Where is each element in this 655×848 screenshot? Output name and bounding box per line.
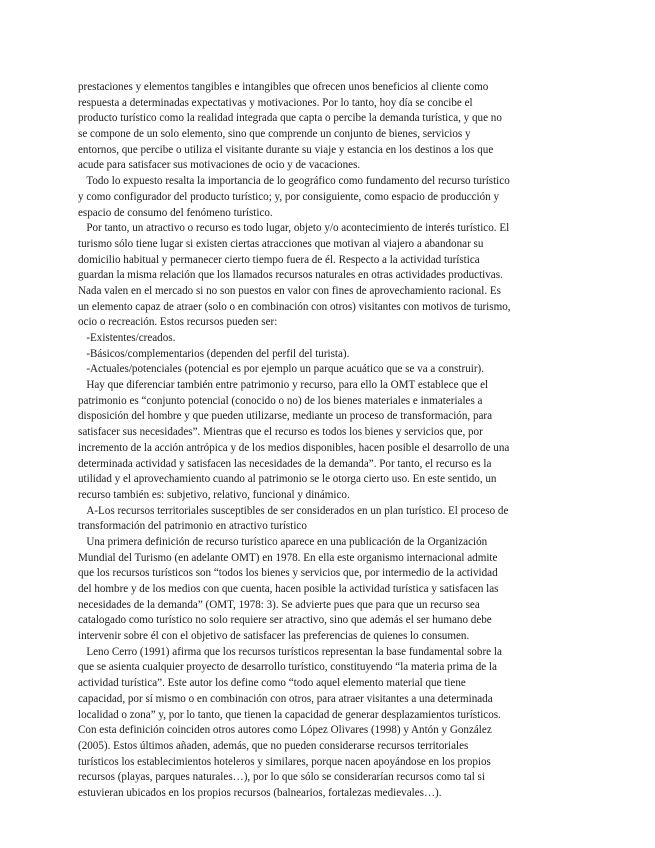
text-line: Una primera definición de recurso turístico aparece en una publicación de la Organización [78,535,488,548]
text-line: del hombre y de los medios con que cuenta, hacen posible la actividad turística y satisfacen las [78,583,499,595]
text-line: se compone de un solo elemento, sino que comprende un conjunto de bienes, servicios y [78,128,471,141]
text-line: intervenir sobre él con el objetivo de satisfacer las preferencias de quienes lo consumen. [78,630,470,643]
text-line: guardan la misma relación que los llamados recursos naturales en otras actividades productivas. [78,269,503,282]
text-line: -Existentes/creados. [78,332,176,344]
text-line: que se asienta cualquier proyecto de desarrollo turístico, constituyendo “la materia prima de la [78,661,497,674]
text-line: recursos (playas, parques naturales…), por lo que sólo se considerarían recursos como tal si [78,771,485,784]
text-line: actividad turística”. Este autor los define como “todo aquel elemento material que tiene [78,677,466,690]
text-line: catalogado como turístico no solo requiere ser atractivo, sino que además el ser humano debe [78,614,492,627]
text-line: necesidades de la demanda” (OMT, 1978: 3). Se advierte pues que para que un recurso sea [78,598,480,611]
text-line: localidad o zona” y, por lo tanto, que tienen la capacidad de generar desplazamientos turísticos. [78,708,501,721]
text-line: Hay que diferenciar también entre patrimonio y recurso, para ello la OMT establece que el [78,379,489,392]
text-line: satisfacer sus necesidades”. Mientras que el recurso es todos los bienes y servicios que, por [78,426,483,439]
text-line: recurso también es: subjetivo, relativo, funcional y dinámico. [78,488,350,501]
text-line: disposición del hombre y que pueden utilizarse, mediante un proceso de transformación, para [78,410,493,423]
text-line: incremento de la acción antrópica y de los medios disponibles, hacen posible el desarrollo de una [78,441,510,454]
text-line: acude para satisfacer sus motivaciones de ocio y de vacaciones. [78,159,361,172]
text-line: turísticos los establecimientos hoteleros y similares, porque nacen apoyándose en los propios [78,755,491,768]
text-line: -Básicos/complementarios (dependen del perfil del turista). [78,347,350,360]
text-line: respuesta a determinadas expectativas y motivaciones. Por lo tanto, hoy día se concibe el [78,96,473,109]
text-line: ocio o recreación. Estos recursos pueden ser: [78,316,278,329]
text-line: producto turístico como la realidad integrada que capta o percibe la demanda turística, y que no [78,112,502,125]
body-text [78,80,583,802]
text-line: un elemento capaz de atraer (solo o en combinación con otros) visitantes con motivos de turismo, [78,300,511,313]
text-line: utilidad y el aprovechamiento cuando al patrimonio se le otorga cierto uso. En este sentido, un [78,473,497,486]
text-line: A-Los recursos territoriales susceptibles de ser considerados en un plan turístico. El proceso de [78,504,509,517]
text-line: Todo lo expuesto resalta la importancia de lo geográfico como fundamento del recurso turístico [78,175,510,188]
text-line: y como configurador del producto turístico; y, por consiguiente, como espacio de producción y [78,190,500,203]
text-line: turismo sólo tiene lugar si existen ciertas atracciones que motivan al viajero a abandonar su [78,237,484,250]
text-line: -Actuales/potenciales (potencial es por ejemplo un parque acuático que se va a construir). [78,363,484,376]
text-line: patrimonio es “conjunto potencial (conocido o no) de los bienes materiales e inmateriales a [78,394,483,407]
text-line: (2005). Estos últimos añaden, además, que no pueden considerarse recursos territoriales [78,739,469,752]
text-line: prestaciones y elementos tangibles e intangibles que ofrecen unos beneficios al cliente como [78,81,489,93]
text-line: espacio de consumo del fenómeno turístico. [78,206,273,219]
text-line: Con esta definición coinciden otros autores como López Olivares (1998) y Antón y González [78,724,492,737]
text-line: entornos, que percibe o utiliza el visitante durante su viaje y estancia en los destinos a los que [78,143,494,156]
text-line: transformación del patrimonio en atractivo turístico [78,520,307,533]
text-line: que los recursos turísticos son “todos los bienes y servicios que, por intermedio de la actividad [78,567,498,580]
text-line: Leno Cerro (1991) afirma que los recursos turísticos representan la base fundamental sobre la [78,645,502,658]
text-line: Nada valen en el mercado si no son puestos en valor con fines de aprovechamiento racional. Es [78,284,501,297]
text-line: Mundial del Turismo (en adelante OMT) en 1978. En ella este organismo internacional admite [78,551,498,564]
text-line: capacidad, por sí mismo o en combinación con otros, para atraer visitantes a una determinada [78,692,493,705]
text-line: determinada actividad y satisfacen las necesidades de la demanda”. Por tanto, el recurso es la [78,457,492,470]
text-line: domicilio habitual y permanecer cierto tiempo fuera de él. Respecto a la actividad turística [78,253,480,266]
text-line: estuvieran ubicados en los propios recursos (balnearios, fortalezas medievales…). [78,786,442,799]
text-line: Por tanto, un atractivo o recurso es todo lugar, objeto y/o acontecimiento de interés turístico. El [78,222,510,235]
